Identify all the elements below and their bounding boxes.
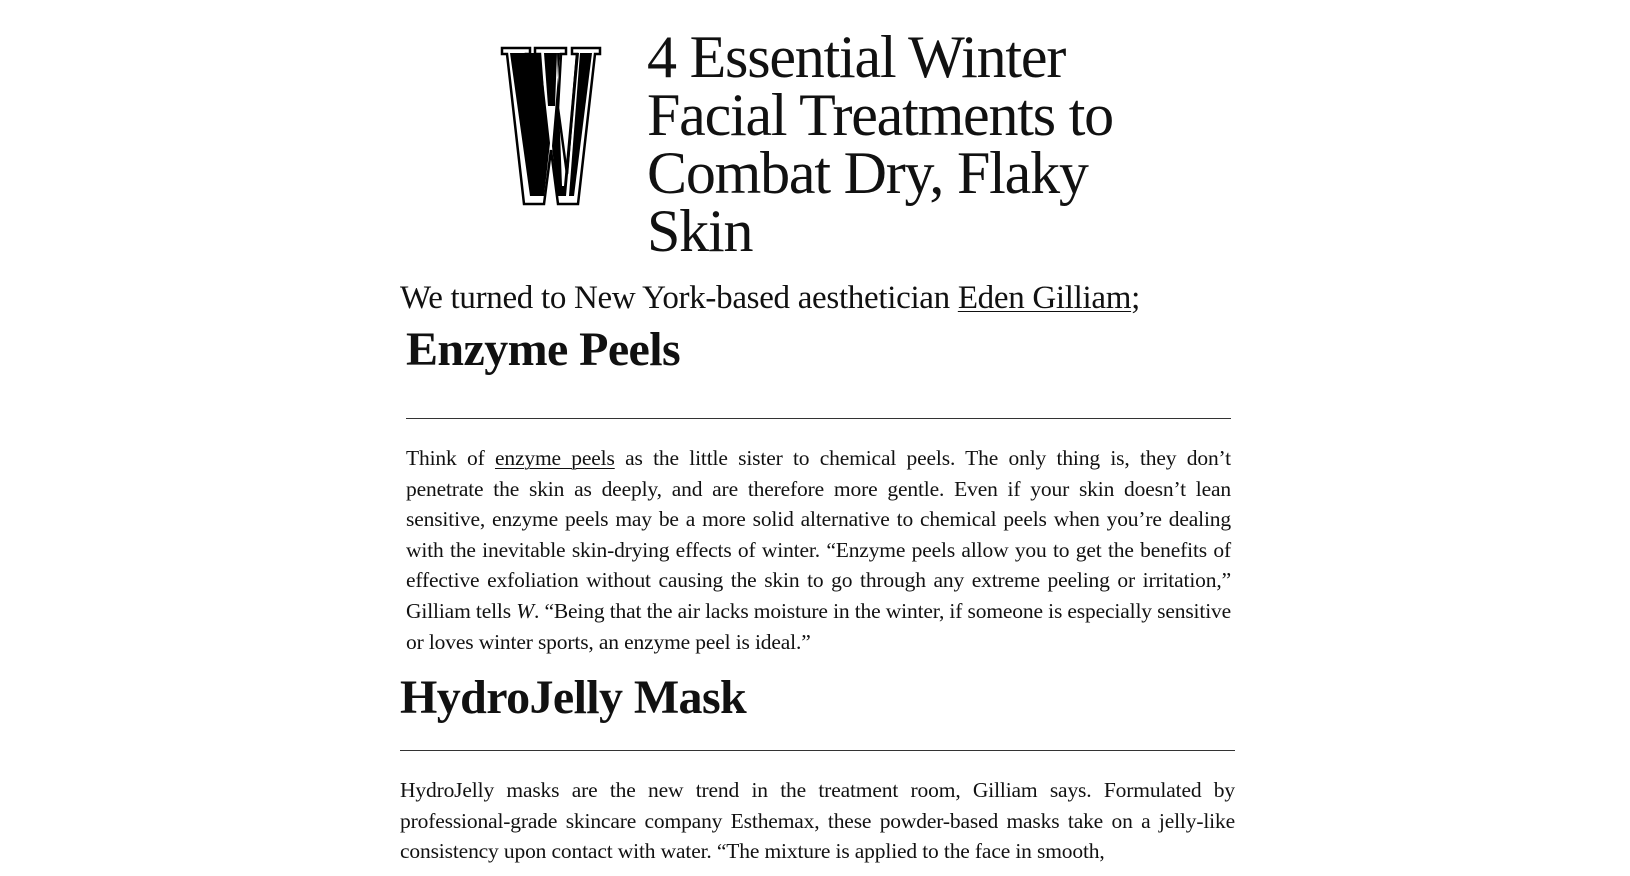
article-dek xyxy=(400,278,1260,318)
section-enzyme-peels xyxy=(406,320,1231,657)
body-text: . “Being that the air lacks moisture in the winter, if someone is especially sensitive or loves winter sports, an enzyme peel is ideal.” xyxy=(406,598,1232,654)
dek-text: We turned to New York-based aesthetician xyxy=(400,280,958,316)
article-header xyxy=(490,24,1170,268)
body-text: Think of xyxy=(406,446,495,470)
magazine-name-italic: W xyxy=(516,598,534,623)
w-logo-mark xyxy=(500,46,602,206)
section-heading: Enzyme Peels xyxy=(406,323,681,376)
enzyme-peels-link[interactable]: enzyme peels xyxy=(494,446,615,470)
eden-gilliam-link[interactable]: Eden Gilliam xyxy=(957,280,1132,316)
section-body: HydroJelly masks are the new trend in the treatment room, Gilliam says. Formulated by professional-grade skincare company Esthemax, these powder-based masks take on a jelly-like consistency upon contact with water. “The mixture is applied to the face in smooth, xyxy=(400,778,1235,864)
article-headline: 4 Essential Winter Facial Treatments to Combat Dry, Flaky Skin xyxy=(647,24,1113,264)
section-body xyxy=(406,443,1231,657)
section-heading: HydroJelly Mask xyxy=(400,671,747,724)
w-magazine-logo[interactable] xyxy=(500,46,602,206)
section-hydrojelly-mask xyxy=(400,668,1235,867)
section-divider xyxy=(400,750,1235,751)
section-divider xyxy=(406,418,1231,419)
dek-punctuation: ; xyxy=(1131,280,1140,316)
body-text: as the little sister to chemical peels. The only thing is, they don’t penetrate the skin as deeply, and are therefore more gentle. Even if your skin doesn’t lean sensitive, enzyme peels may be a more solid alternative to chemical peels when you’re dealing with the inevitable skin-drying effects of winter. “Enzyme peels allow you to get the benefits of effective exfoliation without causing the skin to go through any extreme peeling or irritation,” Gilliam tells xyxy=(406,446,1231,623)
